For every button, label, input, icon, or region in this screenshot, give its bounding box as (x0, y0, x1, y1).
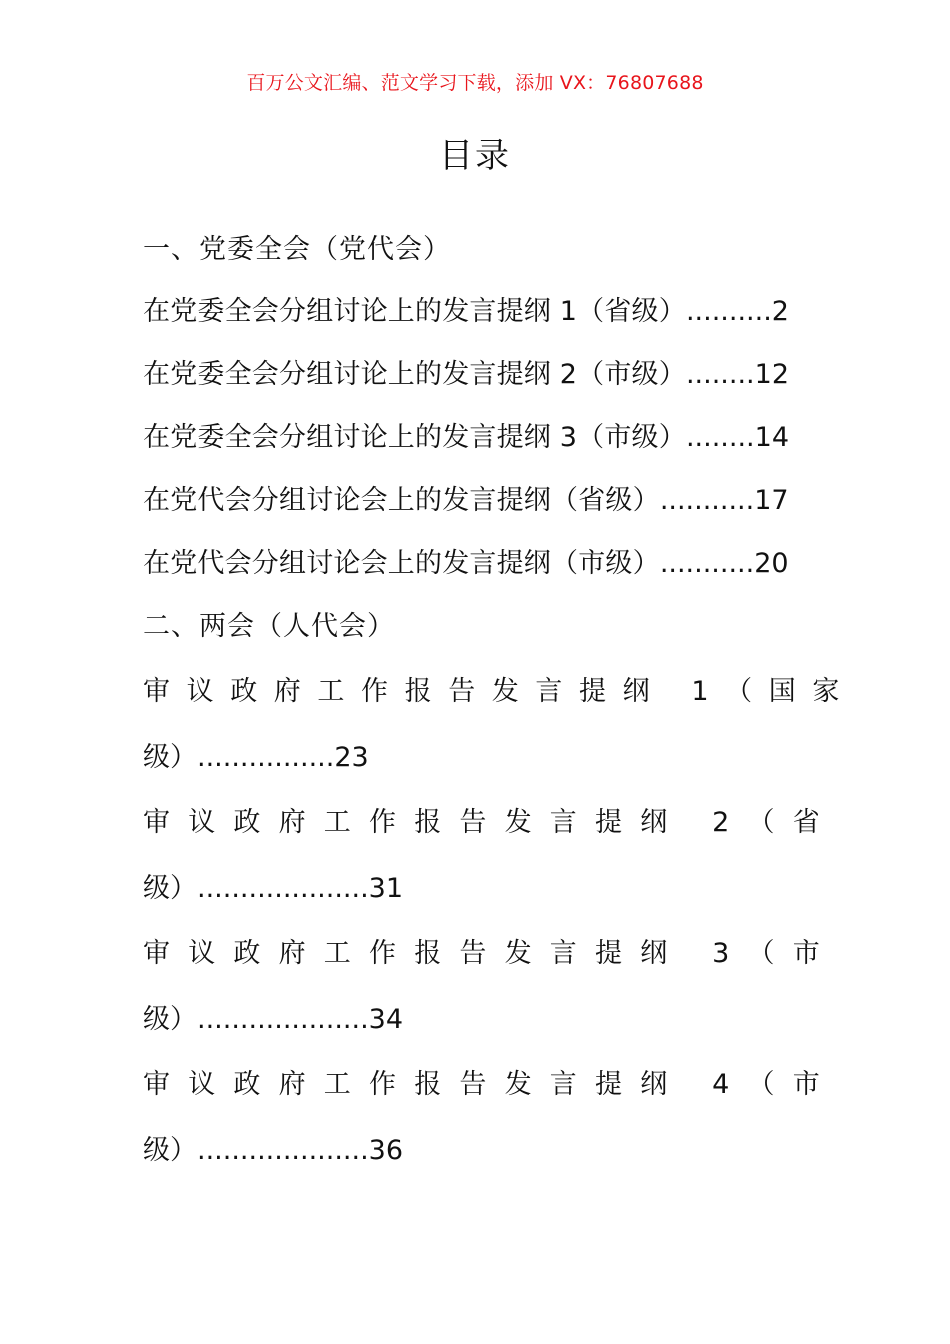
watermark-banner: 百万公文汇编、范文学习下载，添加 VX：76807688 (246, 72, 704, 94)
toc-leader-dots: .................... (197, 1004, 369, 1035)
toc-page-number: 23 (334, 742, 369, 773)
toc-entry-title: 在党代会分组讨论会上的发言提纲（省级） (143, 485, 660, 516)
toc-entry[interactable] (143, 298, 789, 325)
toc-leader-dots: .................... (197, 1135, 369, 1166)
toc-entry-title: 在党代会分组讨论会上的发言提纲（市级） (143, 548, 660, 579)
toc-entry-line1[interactable]: 审议政府工作报告发言提纲 2（省 (143, 807, 838, 838)
toc-entry-title: 在党委全会分组讨论上的发言提纲 2（市级） (143, 359, 686, 390)
toc-entry-title: 级） (143, 742, 197, 773)
toc-leader-dots: ........... (659, 485, 755, 516)
toc-page-number: 12 (754, 359, 789, 390)
toc-entry-line1[interactable]: 审议政府工作报告发言提纲 4（市 (143, 1069, 838, 1100)
toc-entry-line1[interactable]: 审议政府工作报告发言提纲 3（市 (143, 938, 838, 969)
toc-entry-line2[interactable] (143, 875, 403, 902)
toc-page-number: 31 (368, 873, 404, 904)
toc-entry[interactable] (143, 424, 789, 451)
section-heading-2: 二、两会（人代会） (143, 611, 395, 642)
toc-leader-dots: ........ (685, 359, 755, 390)
toc-entry-line2[interactable] (143, 1006, 403, 1033)
toc-leader-dots: .......... (685, 296, 772, 327)
toc-page-number: 14 (754, 422, 789, 453)
toc-page-number: 20 (754, 548, 789, 579)
toc-leader-dots: .................... (197, 873, 369, 904)
toc-entry[interactable] (143, 487, 789, 514)
toc-page-number: 2 (771, 296, 789, 327)
toc-entry-title: 级） (143, 1135, 197, 1166)
toc-entry[interactable] (143, 550, 789, 577)
section-heading-1: 一、党委全会（党代会） (143, 234, 451, 265)
toc-entry-line2[interactable] (143, 744, 369, 771)
toc-page-number: 34 (368, 1004, 404, 1035)
toc-entry-line1[interactable]: 审议政府工作报告发言提纲 1（国家 (143, 676, 856, 707)
page-title: 目录 (439, 136, 511, 176)
toc-entry-title: 级） (143, 1004, 197, 1035)
toc-page-number: 36 (368, 1135, 404, 1166)
toc-entry-title: 级） (143, 873, 197, 904)
toc-leader-dots: ........... (659, 548, 755, 579)
toc-entry-title: 在党委全会分组讨论上的发言提纲 1（省级） (143, 296, 686, 327)
toc-leader-dots: ........ (685, 422, 755, 453)
toc-page-number: 17 (754, 485, 789, 516)
toc-entry-title: 在党委全会分组讨论上的发言提纲 3（市级） (143, 422, 686, 453)
toc-entry[interactable] (143, 361, 789, 388)
toc-leader-dots: ................ (197, 742, 335, 773)
toc-entry-line2[interactable] (143, 1137, 403, 1164)
